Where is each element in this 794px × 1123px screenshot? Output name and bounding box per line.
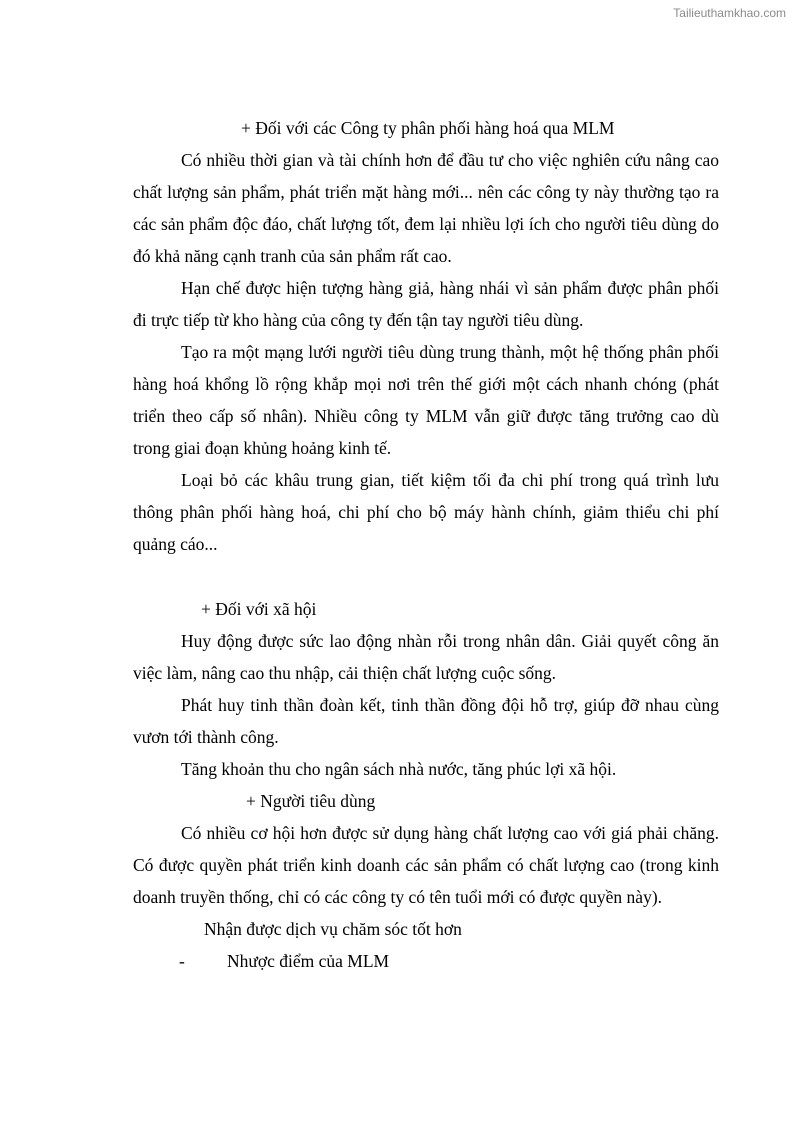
section-heading-society: + Đối với xã hội (201, 599, 317, 619)
paragraph: Tạo ra một mạng lưới người tiêu dùng trung thành, một hệ thống phân phối hàng hoá khổng lồ rộng khắp mọi nơi trên thế giới một cách nhanh chóng (phát triển theo cấp số nhân). Nhiều công ty MLM vẫn giữ được tăng trưởng cao dù trong giai đoạn khủng hoảng kinh tế. (133, 342, 719, 458)
paragraph: Hạn chế được hiện tượng hàng giả, hàng nhái vì sản phẩm được phân phối đi trực tiếp từ kho hàng của công ty đến tận tay người tiêu dùng. (133, 278, 719, 330)
paragraph: Huy động được sức lao động nhàn rỗi trong nhân dân. Giải quyết công ăn việc làm, nâng cao thu nhập, cải thiện chất lượng cuộc sống. (133, 631, 719, 683)
section-heading-companies: + Đối với các Công ty phân phối hàng hoá qua MLM (241, 118, 615, 138)
list-dash: - (179, 951, 185, 971)
paragraph: Tăng khoản thu cho ngân sách nhà nước, tăng phúc lợi xã hội. (181, 759, 617, 779)
watermark: Tailieuthamkhao.com (673, 6, 786, 20)
paragraph: Có nhiều cơ hội hơn được sử dụng hàng chất lượng cao với giá phải chăng. Có được quyền phát triển kinh doanh các sản phẩm có chất lượng cao (trong kinh doanh truyền thống, chỉ có các công ty có tên tuổi mới có được quyền này). (133, 823, 719, 907)
document-body (133, 112, 719, 977)
paragraph: Loại bỏ các khâu trung gian, tiết kiệm tối đa chi phí trong quá trình lưu thông phân phối hàng hoá, chi phí cho bộ máy hành chính, giảm thiểu chi phí quảng cáo... (133, 470, 719, 554)
disadvantages-heading: Nhược điểm của MLM (227, 951, 390, 971)
paragraph: Phát huy tinh thần đoàn kết, tinh thần đồng đội hỗ trợ, giúp đỡ nhau cùng vươn tới thành công. (133, 695, 719, 747)
blank-line (133, 560, 719, 593)
paragraph: Có nhiều thời gian và tài chính hơn để đầu tư cho việc nghiên cứu nâng cao chất lượng sản phẩm, phát triển mặt hàng mới... nên các công ty này thường tạo ra các sản phẩm độc đáo, chất lượng tốt, đem lại nhiều lợi ích cho người tiêu dùng do đó khả năng cạnh tranh của sản phẩm rất cao. (133, 150, 719, 266)
section-heading-consumers: + Người tiêu dùng (246, 791, 376, 811)
disadvantages-list-item (133, 945, 719, 977)
paragraph: Nhận được dịch vụ chăm sóc tốt hơn (204, 919, 462, 939)
